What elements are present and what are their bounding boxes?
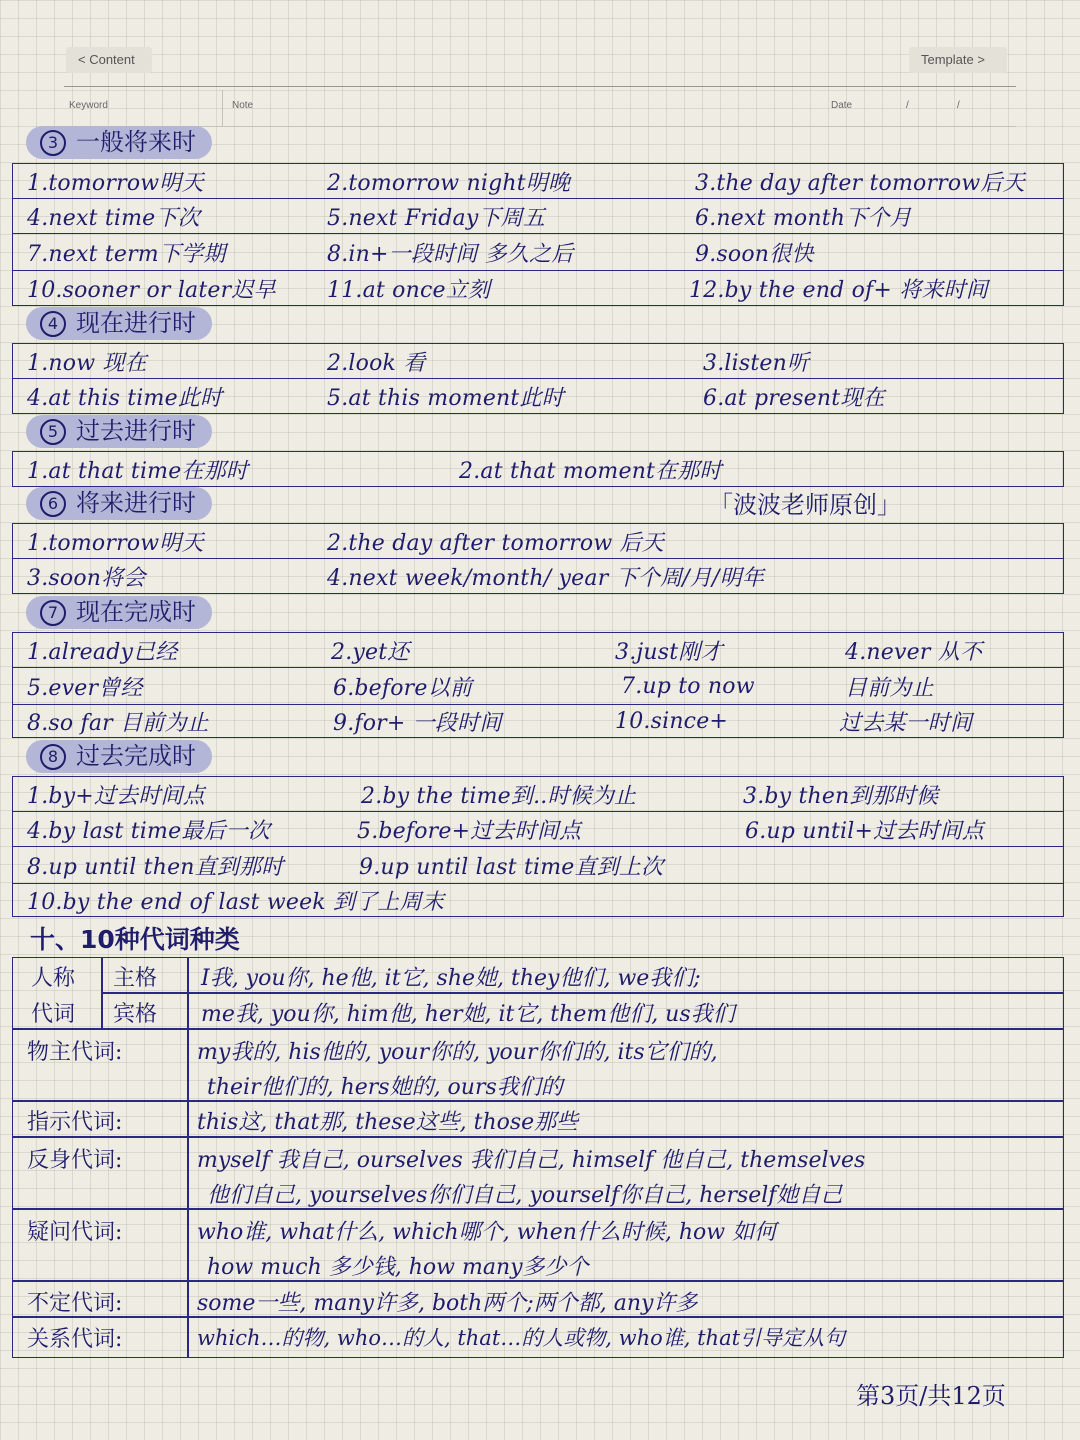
- heading-past-continuous: [26, 415, 212, 448]
- interrogative-label: 疑问代词:: [27, 1220, 123, 1245]
- table-row: [12, 523, 1064, 559]
- table-cell: 4.next week/month/ year 下个周/月/明年: [327, 565, 765, 591]
- table-cell: 5.before+过去时间点: [357, 818, 582, 844]
- date-label: Date: [831, 100, 853, 111]
- heading-number: 4: [40, 311, 66, 337]
- table-row: [12, 558, 1064, 594]
- demonstrative-pronouns: this这, that那, these这些, those那些: [197, 1110, 579, 1135]
- table-cell: 2.at that moment在那时: [459, 458, 722, 484]
- table-cell: 6.before以前: [333, 675, 473, 701]
- pronoun-section-title: 十、10种代词种类: [30, 925, 240, 954]
- table-cell: 2.tomorrow night明晚: [327, 170, 571, 196]
- table-row: [12, 704, 1064, 738]
- table-cell: 9.soon很快: [695, 241, 814, 267]
- table-cell: 2.look 看: [327, 350, 426, 376]
- table-cell: 8.so far 目前为止: [27, 710, 209, 736]
- table-cell: 10.since+: [615, 708, 729, 734]
- table-cell: 3.soon将会: [27, 565, 146, 591]
- possessive-label: 物主代词:: [27, 1040, 123, 1065]
- heading-future-continuous: [26, 487, 212, 520]
- table-row: [12, 343, 1064, 379]
- author-annotation: 「波波老师原创」: [709, 491, 901, 519]
- table-cell: 9.up until last time直到上次: [359, 854, 664, 880]
- pronoun-table: [12, 957, 1064, 1358]
- table-cell: 5.at this moment此时: [327, 385, 564, 411]
- table-cell: 3.the day after tomorrow后天: [695, 170, 1025, 196]
- table-cell: 8.up until then直到那时: [27, 854, 284, 880]
- heading-number: 3: [40, 130, 66, 156]
- table-row: [12, 632, 1064, 668]
- table-cell: 2.the day after tomorrow 后天: [327, 530, 664, 556]
- table-cell: 7.next term下学期: [27, 241, 226, 267]
- table-cell: 1.already已经: [27, 639, 178, 665]
- relative-label: 关系代词:: [27, 1327, 123, 1352]
- demonstrative-label: 指示代词:: [27, 1110, 123, 1135]
- header-divider: [222, 90, 223, 126]
- table-cell: 6.up until+过去时间点: [745, 818, 985, 844]
- table-cell: 11.at once立刻: [327, 277, 491, 303]
- heading-title: 一般将来时: [76, 128, 196, 156]
- table-row: [12, 667, 1064, 705]
- heading-title: 现在完成时: [76, 598, 196, 626]
- table-cell: 7.up to now: [621, 673, 755, 699]
- table-row: [12, 233, 1064, 271]
- personal-pronoun-label: 代词: [31, 1002, 76, 1027]
- table-cell: 8.in+一段时间 多久之后: [327, 241, 574, 267]
- reflexive-pronouns: myself 我自己, ourselves 我们自己, himself 他自己, themselves: [197, 1148, 866, 1173]
- heading-present-perfect: [26, 596, 212, 629]
- subject-pronouns: I我, you你, he他, it它, she她, they他们, we我们;: [201, 966, 701, 991]
- heading-past-perfect: [26, 740, 212, 773]
- table-cell: 4.at this time此时: [27, 385, 223, 411]
- subject-case-label: 主格: [113, 966, 158, 991]
- header-rule-top: [64, 86, 1016, 87]
- heading-number: 6: [40, 491, 66, 517]
- object-pronouns: me我, you你, him他, her她, it它, them他们, us我们: [201, 1002, 735, 1027]
- table-cell: 10.by the end of last week 到了上周末: [27, 889, 445, 915]
- reflexive-label: 反身代词:: [27, 1148, 123, 1173]
- table-row: [12, 451, 1064, 487]
- table-cell: 9.for+ 一段时间: [333, 710, 502, 736]
- table-cell: 3.just刚才: [615, 639, 723, 665]
- table-row: [12, 378, 1064, 414]
- interrogative-pronouns: how much 多少钱, how many多少个: [207, 1255, 589, 1280]
- heading-number: 5: [40, 419, 66, 445]
- table-cell: 4.never 从不: [845, 639, 983, 665]
- table-row: [12, 811, 1064, 847]
- table-cell: 4.by last time最后一次: [27, 818, 271, 844]
- heading-present-continuous: [26, 307, 212, 340]
- object-case-label: 宾格: [113, 1002, 158, 1027]
- heading-title: 将来进行时: [76, 489, 196, 517]
- table-cell: 2.by the time到..时候为止: [361, 783, 637, 809]
- relative-pronouns: which…的物, who…的人, that…的人或物, who谁, that引导定从句: [197, 1326, 846, 1350]
- table-cell: 3.by then到那时候: [743, 783, 939, 809]
- page-number: 第3页/共12页: [856, 1382, 1006, 1410]
- date-separator-1: /: [906, 100, 909, 111]
- table-row: [12, 198, 1064, 234]
- table-cell: 5.ever曾经: [27, 675, 143, 701]
- table-cell: 10.sooner or later迟早: [27, 277, 276, 303]
- table-cell: 2.yet还: [331, 639, 410, 665]
- table-cell: 1.at that time在那时: [27, 458, 249, 484]
- grid-line: [187, 958, 189, 1358]
- heading-title: 现在进行时: [76, 309, 196, 337]
- indefinite-pronouns: some一些, many许多, both两个;两个都, any许多: [197, 1291, 698, 1316]
- note-label: Note: [232, 100, 254, 111]
- table-cell: 过去某一时间: [839, 710, 973, 736]
- table-row: [12, 883, 1064, 917]
- template-forward-button[interactable]: Template >: [909, 47, 1007, 73]
- grid-line: [101, 992, 1063, 994]
- heading-title: 过去完成时: [76, 742, 196, 770]
- table-cell: 4.next time下次: [27, 205, 200, 231]
- reflexive-pronouns: 他们自己, yourselves你们自己, yourself你自己, herself她自己: [207, 1183, 843, 1208]
- table-cell: 3.listen听: [703, 350, 810, 376]
- grid-line: [13, 1136, 1063, 1138]
- table-cell: 1.tomorrow明天: [27, 530, 204, 556]
- keyword-label: Keyword: [69, 100, 108, 111]
- grid-line: [13, 1028, 1063, 1030]
- table-cell: 6.at present现在: [703, 385, 885, 411]
- possessive-pronouns: their他们的, hers她的, ours我们的: [207, 1075, 563, 1100]
- table-cell: 12.by the end of+ 将来时间: [689, 277, 988, 303]
- table-cell: 1.by+过去时间点: [27, 783, 205, 809]
- heading-number: 8: [40, 744, 66, 770]
- table-cell: 1.now 现在: [27, 350, 147, 376]
- table-row: [12, 846, 1064, 884]
- table-row: [12, 163, 1064, 199]
- table-cell: 目前为止: [845, 675, 934, 701]
- date-separator-2: /: [957, 100, 960, 111]
- indefinite-label: 不定代词:: [27, 1291, 123, 1316]
- table-cell: 1.tomorrow明天: [27, 170, 204, 196]
- heading-title: 过去进行时: [76, 417, 196, 445]
- table-row: [12, 776, 1064, 812]
- header-rule-bottom: [64, 126, 1016, 127]
- personal-pronoun-label: 人称: [31, 966, 76, 991]
- heading-number: 7: [40, 600, 66, 626]
- possessive-pronouns: my我的, his他的, your你的, your你们的, its它们的,: [197, 1040, 718, 1065]
- table-row: [12, 270, 1064, 306]
- interrogative-pronouns: who谁, what什么, which哪个, when什么时候, how 如何: [197, 1220, 777, 1245]
- table-cell: 6.next month下个月: [695, 205, 912, 231]
- heading-future-simple: [26, 126, 212, 159]
- table-cell: 5.next Friday下周五: [327, 205, 546, 231]
- content-back-button[interactable]: < Content: [66, 47, 152, 73]
- grid-line: [101, 958, 103, 1028]
